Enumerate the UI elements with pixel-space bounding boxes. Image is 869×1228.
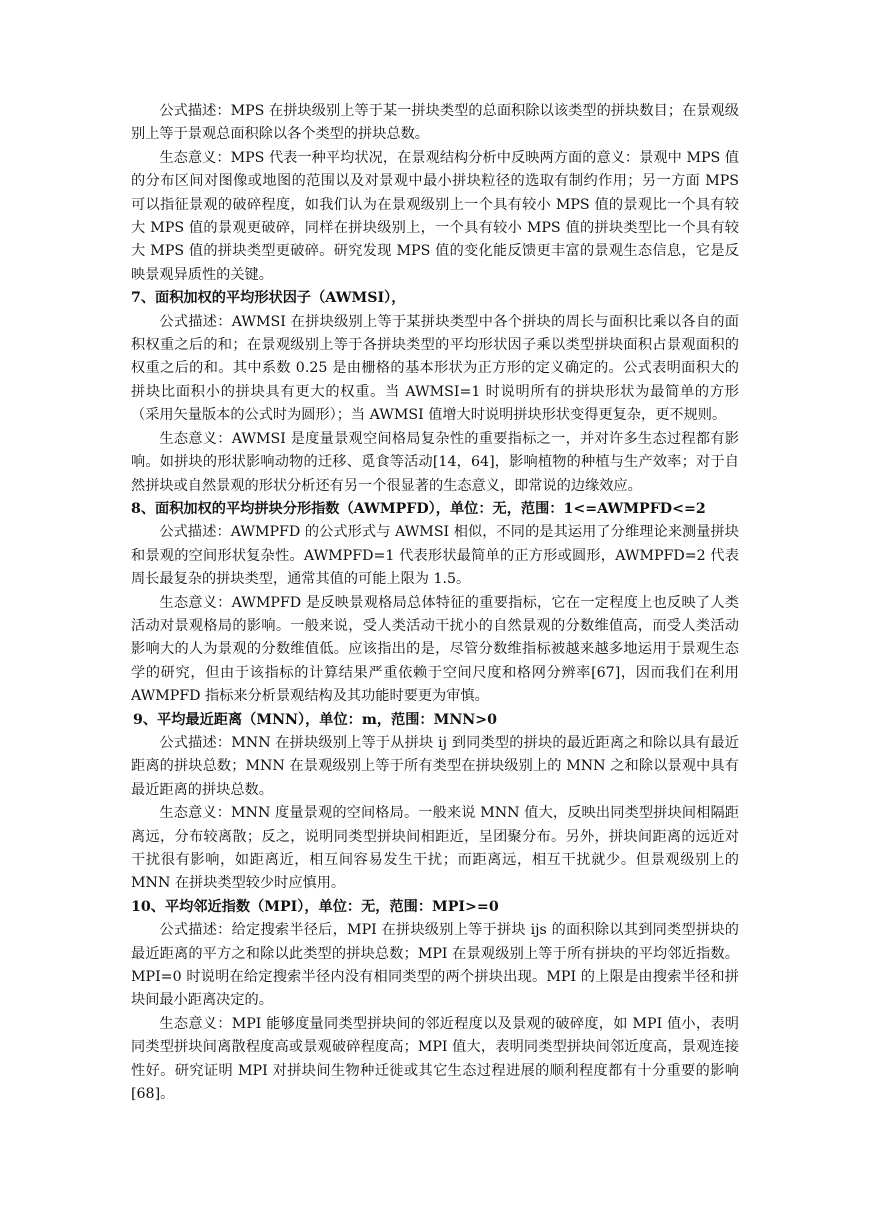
paragraph-mps-formula: 公式描述：MPS 在拼块级别上等于某一拼块类型的总面积除以该类型的拼块数目；在景观级别上等于景观总面积除以各个类型的拼块总数。 — [131, 103, 739, 143]
paragraph-awmsi-ecology: 生态意义：AWMSI 是度量景观空间格局复杂性的重要指标之一，并对许多生态过程都有影响。如拼块的形状影响动物的迁移、觅食等活动[14，64]，影响植物的种植与生产效率；对于自然拼块或自然景观的形状分析还有另一个很显著的生态意义，即常说的边缘效应。 — [131, 430, 739, 494]
section-heading-mnn: 9、平均最近距离（MNN），单位：m，范围：MNN>0 — [133, 711, 498, 728]
paragraph-mnn-ecology: 生态意义：MNN 度量景观的空间格局。一般来说 MNN 值大，反映出同类型拼块间相隔距离远，分布较离散；反之，说明同类型拼块间相距近，呈团聚分布。另外，拼块间距离的远近对干扰很有影响，如距离近，相互间容易发生干扰；而距离远，相互干扰就少。但景观级别上的 MNN 在拼块类型较少时应慎用。 — [131, 805, 739, 892]
paragraph-awmpfd-formula: 公式描述：AWMPFD 的公式形式与 AWMSI 相似，不同的是其运用了分维理论来测量拼块和景观的空间形状复杂性。AWMPFD=1 代表形状最简单的正方形或圆形，AWMPFD=2 代表周长最复杂的拼块类型，通常其值的可能上限为 1.5。 — [131, 524, 739, 588]
section-heading-mpi: 10、平均邻近指数（MPI），单位：无，范围：MPI>=0 — [131, 898, 499, 915]
paragraph-awmsi-formula: 公式描述：AWMSI 在拼块级别上等于某拼块类型中各个拼块的周长与面积比乘以各自的面积权重之后的和；在景观级别上等于各拼块类型的平均形状因子乘以类型拼块面积占景观面积的权重之后的和。其中系数 0.25 是由栅格的基本形状为正方形的定义确定的。公式表明面积大的拼块比面积小的拼块具有更大的权重。当 AWMSI=1 时说明所有的拼块形状为最简单的方形（采用矢量版本的公式时为圆形）；当 AWMSI 值增大时说明拼块形状变得更复杂，更不规则。 — [131, 313, 739, 424]
paragraph-mps-ecology: 生态意义：MPS 代表一种平均状况，在景观结构分析中反映两方面的意义：景观中 MPS 值的分布区间对图像或地图的范围以及对景观中最小拼块粒径的选取有制约作用；另一方面 MPS 可以指征景观的破碎程度，如我们认为在景观级别上一个具有较小 MPS 值的景观比一个具有较大 MPS 值的景观更破碎，同样在拼块级别上，一个具有较小 MPS 值的拼块类型比一个具有较大 MPS 值的拼块类型更破碎。研究发现 MPS 值的变化能反馈更丰富的景观生态信息，它是反映景观异质性的关键。 — [131, 149, 739, 283]
document-page — [131, 100, 739, 1106]
paragraph-mnn-formula: 公式描述：MNN 在拼块级别上等于从拼块 ij 到同类型的拼块的最近距离之和除以具有最近距离的拼块总数；MNN 在景观级别上等于所有类型在拼块级别上的 MNN 之和除以景观中具有最近距离的拼块总数。 — [131, 734, 739, 798]
paragraph-mpi-formula: 公式描述：给定搜索半径后，MPI 在拼块级别上等于拼块 ijs 的面积除以其到同类型拼块的最近距离的平方之和除以此类型的拼块总数；MPI 在景观级别上等于所有拼块的平均邻近指数。MPI=0 时说明在给定搜索半径内没有相同类型的两个拼块出现。MPI 的上限是由搜索半径和拼块间最小距离决定的。 — [131, 922, 739, 1009]
paragraph-awmpfd-ecology: 生态意义：AWMPFD 是反映景观格局总体特征的重要指标，它在一定程度上也反映了人类活动对景观格局的影响。一般来说，受人类活动干扰小的自然景观的分数维值高，而受人类活动影响大的人为景观的分数维值低。应该指出的是，尽管分数维指标被越来越多地运用于景观生态学的研究，但由于该指标的计算结果严重依赖于空间尺度和格网分辨率[67]，因而我们在利用 AWMPFD 指标来分析景观结构及其功能时要更为审慎。 — [131, 594, 739, 705]
paragraph-mpi-ecology: 生态意义：MPI 能够度量同类型拼块间的邻近程度以及景观的破碎度，如 MPI 值小，表明同类型拼块间离散程度高或景观破碎程度高；MPI 值大，表明同类型拼块间邻近度高，景观连接性好。研究证明 MPI 对拼块间生物种迁徙或其它生态过程进展的顺利程度都有十分重要的影响[68]。 — [131, 1015, 739, 1103]
section-heading-awmpfd: 8、面积加权的平均拼块分形指数（AWMPFD），单位：无，范围：1<=AWMPFD<=2 — [131, 500, 706, 517]
section-heading-awmsi: 7、面积加权的平均形状因子（AWMSI）， — [131, 290, 406, 307]
